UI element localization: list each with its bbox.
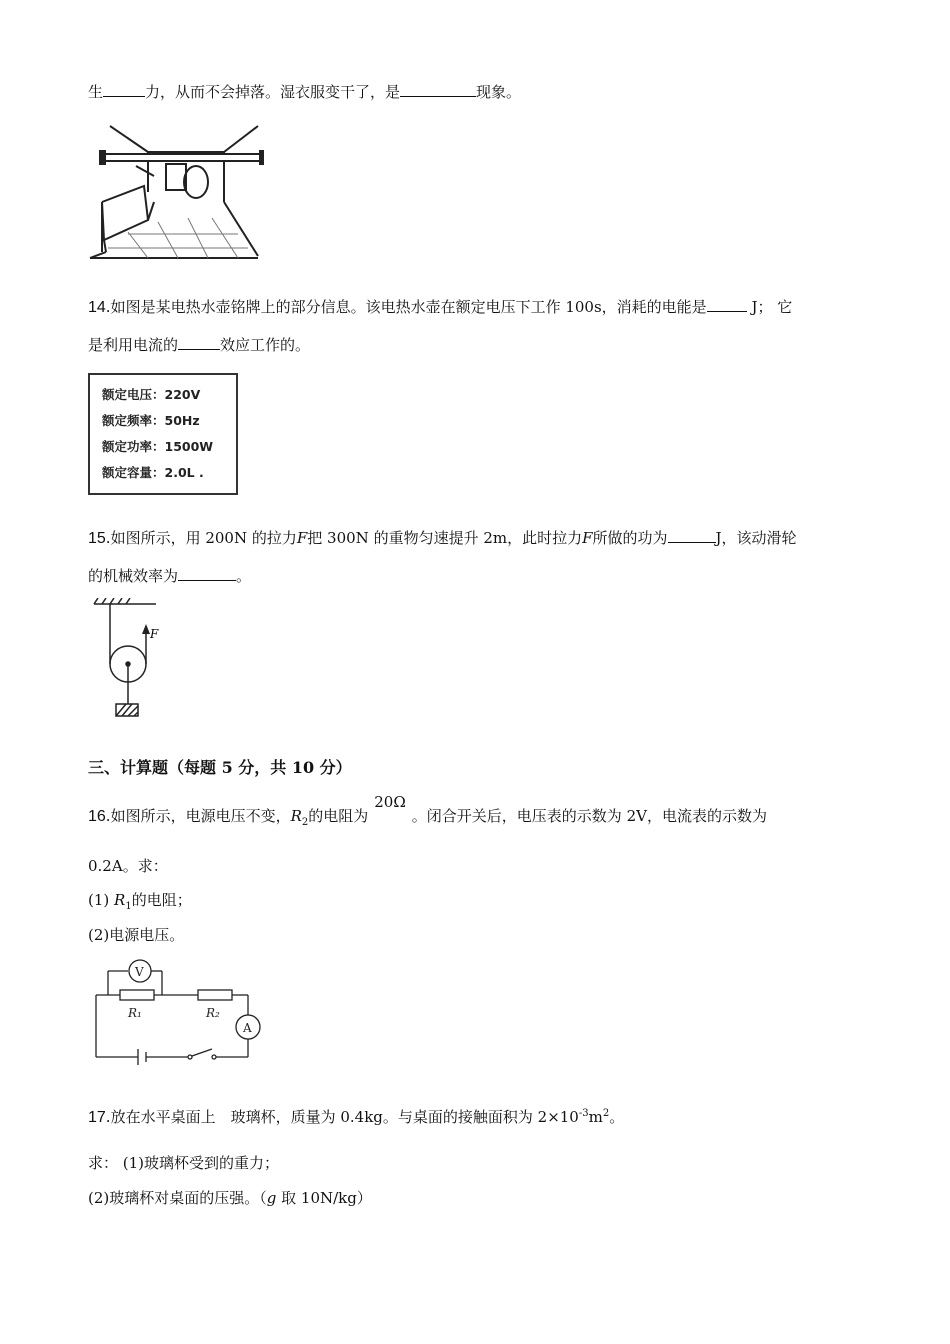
resistance-value: 20Ω [374, 793, 406, 811]
circuit-diagram [88, 955, 268, 1070]
answer-blank[interactable] [103, 82, 145, 97]
plate-line: 额定功率：1500W [102, 439, 214, 454]
q17-line2: 求： (1)玻璃杯受到的重力； [88, 1154, 280, 1172]
answer-blank[interactable] [707, 297, 747, 312]
q17-line3: (2)玻璃杯对桌面的压强。（g 取 10N/kg） [88, 1189, 372, 1207]
q16-item2: (2)电源电压。 [88, 926, 185, 944]
q16-line2: 0.2A。求： [88, 857, 168, 875]
answer-blank[interactable] [178, 335, 220, 350]
answer-blank[interactable] [668, 528, 716, 543]
ammeter-label: A [243, 1021, 252, 1035]
q14-line2: 是利用电流的 效应工作的。 [88, 336, 311, 354]
q16-item1: (1) $R_1$的电阻； [88, 891, 192, 912]
answer-blank[interactable] [178, 566, 236, 581]
pulley-figure [92, 598, 172, 722]
section-title: 三、计算题（每题 5 分，共 10 分） [88, 758, 352, 777]
answer-blank[interactable] [400, 82, 476, 97]
voltmeter-label: V [135, 965, 144, 979]
plate-line: 额定频率：50Hz [102, 413, 200, 428]
q16-line1: 16.如图所示，电源电压不变，$R_2$的电阻为20Ω。闭合开关后，电压表的示数为 2V，电流表的示数为 [88, 793, 767, 828]
q15-line1: 15.如图所示，用 200N 的拉力F把 300N 的重物匀速提升 2m，此时拉力F所做的功为 J，该动滑轮 [88, 529, 797, 547]
force-label: F [150, 627, 159, 641]
clothes-rod-figure [88, 122, 264, 260]
r1-label: R₁ [128, 1006, 142, 1020]
q17-line1: 17.放在水平桌面上 玻璃杯，质量为 0.4kg。与桌面的接触面积为 $2\times 10^{-3}m^2$。 [88, 1108, 625, 1126]
q15-line2: 的机械效率为 。 [88, 567, 252, 585]
plate-line: 额定容量：2.0L . [102, 465, 204, 480]
q14-line1: 14.如图是某电热水壶铭牌上的部分信息。该电热水壶在额定电压下工作 100s，消耗的电能是 J； 它 [88, 298, 793, 316]
kettle-nameplate [88, 373, 238, 495]
plate-line: 额定电压：220V [102, 387, 201, 402]
r2-label: R₂ [206, 1006, 220, 1020]
q13-text: 生 力，从而不会掉落。湿衣服变干了，是 现象。 [88, 83, 522, 101]
